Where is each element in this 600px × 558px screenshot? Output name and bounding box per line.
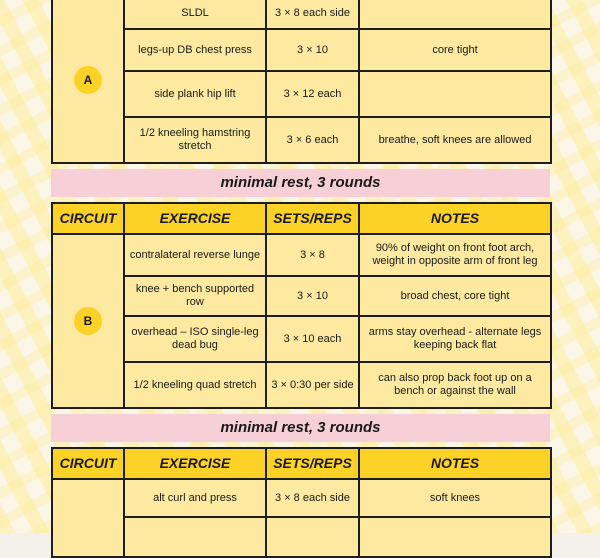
exercise-cell: overhead – ISO single-leg dead bug (124, 316, 266, 362)
sets-cell: 3 × 12 each (266, 71, 359, 117)
workout-table-container (51, 0, 550, 558)
exercise-cell: contralateral reverse lunge (124, 234, 266, 276)
exercise-cell: 1/2 kneeling quad stretch (124, 362, 266, 408)
notes-cell: soft knees (359, 479, 551, 517)
sets-cell: 3 × 10 (266, 29, 359, 71)
rest-banner: minimal rest, 3 rounds (51, 414, 550, 442)
header-exercise: EXERCISE (124, 448, 266, 479)
header-notes: NOTES (359, 448, 551, 479)
rest-banner: minimal rest, 3 rounds (51, 169, 550, 197)
notes-cell: 90% of weight on front foot arch, weight in opposite arm of front leg (359, 234, 551, 276)
circuit-c-table (51, 447, 552, 558)
sets-cell: 3 × 6 each (266, 117, 359, 163)
exercise-cell: SLDL (124, 0, 266, 29)
exercise-cell: side plank hip lift (124, 71, 266, 117)
exercise-cell: knee + bench supported row (124, 276, 266, 316)
header-circuit: CIRCUIT (52, 448, 124, 479)
notes-cell (359, 0, 551, 29)
notes-cell: arms stay overhead - alternate legs keeping back flat (359, 316, 551, 362)
notes-cell (359, 71, 551, 117)
circuit-b-table (51, 202, 552, 409)
circuit-b-cell (52, 234, 124, 408)
header-sets: SETS/REPS (266, 203, 359, 234)
sets-cell: 3 × 8 (266, 234, 359, 276)
exercise-cell: alt curl and press (124, 479, 266, 517)
header-sets: SETS/REPS (266, 448, 359, 479)
sets-cell: 3 × 8 each side (266, 479, 359, 517)
notes-cell: core tight (359, 29, 551, 71)
circuit-a-cell (52, 0, 124, 163)
notes-cell: can also prop back foot up on a bench or against the wall (359, 362, 551, 408)
circuit-c-cell (52, 479, 124, 557)
circuit-b-badge: B (74, 307, 102, 335)
sets-cell: 3 × 0:30 per side (266, 362, 359, 408)
notes-cell: breathe, soft knees are allowed (359, 117, 551, 163)
header-circuit: CIRCUIT (52, 203, 124, 234)
header-notes: NOTES (359, 203, 551, 234)
sets-cell (266, 517, 359, 557)
header-exercise: EXERCISE (124, 203, 266, 234)
exercise-cell: legs-up DB chest press (124, 29, 266, 71)
notes-cell (359, 517, 551, 557)
notes-cell: broad chest, core tight (359, 276, 551, 316)
exercise-cell: 1/2 kneeling hamstring stretch (124, 117, 266, 163)
sets-cell: 3 × 10 (266, 276, 359, 316)
exercise-cell (124, 517, 266, 557)
circuit-a-badge: A (74, 66, 102, 94)
sets-cell: 3 × 8 each side (266, 0, 359, 29)
circuit-a-table (51, 0, 552, 164)
sets-cell: 3 × 10 each (266, 316, 359, 362)
